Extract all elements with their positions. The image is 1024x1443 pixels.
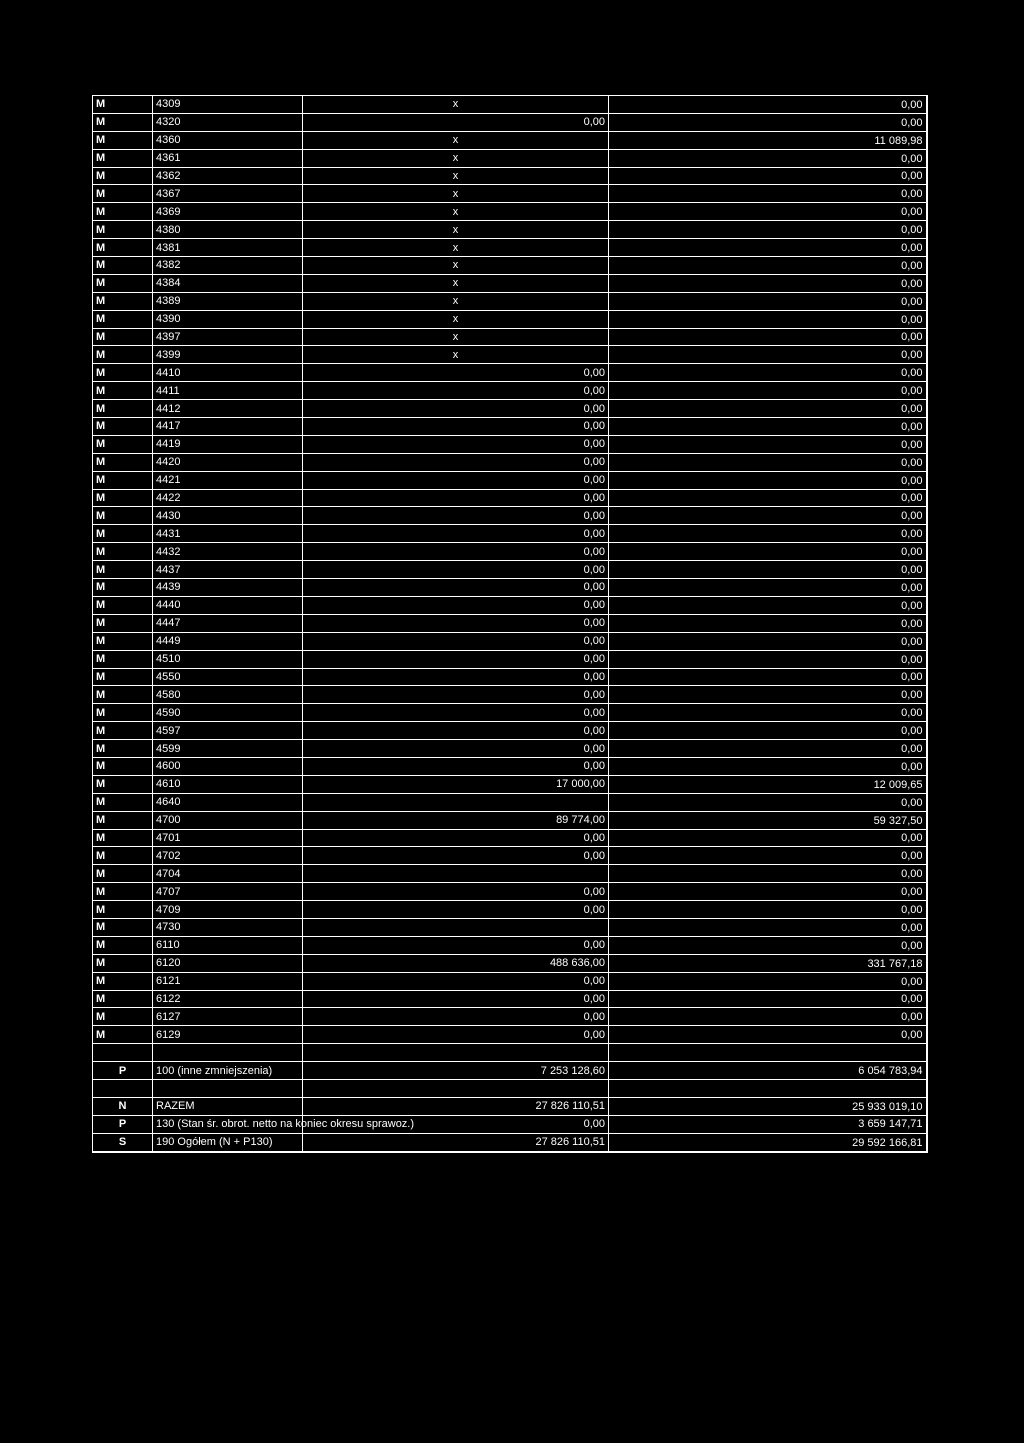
row-code: 4597 <box>153 722 303 740</box>
row-type: M <box>93 364 153 382</box>
row-plan-value: x <box>303 292 609 310</box>
row-code: 4390 <box>153 310 303 328</box>
row-plan-value: 17 000,00 <box>303 775 609 793</box>
row-actual-value: 0,00 <box>609 1026 927 1044</box>
row-code: 4701 <box>153 829 303 847</box>
row-type: M <box>93 453 153 471</box>
row-type: M <box>93 382 153 400</box>
row-actual-value: 0,00 <box>609 543 927 561</box>
row-code: 6120 <box>153 954 303 972</box>
table-row <box>93 793 927 811</box>
row-type: M <box>93 614 153 632</box>
row-actual-value: 0,00 <box>609 596 927 614</box>
row-code: 4389 <box>153 292 303 310</box>
row-actual-value: 0,00 <box>609 274 927 292</box>
row-type: M <box>93 596 153 614</box>
row-plan-value: 0,00 <box>303 418 609 436</box>
table-row <box>93 471 927 489</box>
row-code: 4440 <box>153 596 303 614</box>
row-code: 4640 <box>153 793 303 811</box>
row-actual-value: 0,00 <box>609 793 927 811</box>
row-plan-value: 0,00 <box>303 650 609 668</box>
row-type: M <box>93 722 153 740</box>
table-row <box>93 346 927 364</box>
row-plan-value: 0,00 <box>303 1115 609 1133</box>
row-actual-value: 0,00 <box>609 847 927 865</box>
row-actual-value: 0,00 <box>609 167 927 185</box>
row-type: M <box>93 704 153 722</box>
row-actual-value: 0,00 <box>609 704 927 722</box>
row-actual-value: 0,00 <box>609 400 927 418</box>
summary-row-s190 <box>93 1133 927 1151</box>
table-row <box>93 292 927 310</box>
row-actual-value: 59 327,50 <box>609 811 927 829</box>
row-type: M <box>93 310 153 328</box>
row-code: 4362 <box>153 167 303 185</box>
row-plan-value: x <box>303 221 609 239</box>
row-actual-value: 6 054 783,94 <box>609 1062 927 1080</box>
table-row <box>93 596 927 614</box>
row-type: M <box>93 167 153 185</box>
row-code: 4360 <box>153 131 303 149</box>
row-label: 100 (inne zmniejszenia) <box>153 1062 303 1080</box>
row-type: M <box>93 328 153 346</box>
row-type: M <box>93 954 153 972</box>
row-plan-value: 0,00 <box>303 614 609 632</box>
table-row <box>93 489 927 507</box>
row-actual-value: 0,00 <box>609 221 927 239</box>
row-actual-value: 0,00 <box>609 292 927 310</box>
row-code: 4420 <box>153 453 303 471</box>
table-row <box>93 811 927 829</box>
row-code: 4422 <box>153 489 303 507</box>
row-code: 4417 <box>153 418 303 436</box>
row-actual-value: 0,00 <box>609 149 927 167</box>
table-row <box>93 829 927 847</box>
row-code: 4709 <box>153 901 303 919</box>
row-type: M <box>93 811 153 829</box>
row-actual-value: 25 933 019,10 <box>609 1097 927 1115</box>
row-type: M <box>93 883 153 901</box>
row-code: 4599 <box>153 740 303 758</box>
row-actual-value: 0,00 <box>609 1008 927 1026</box>
table-row <box>93 954 927 972</box>
table-row <box>93 435 927 453</box>
row-plan-value: 0,00 <box>303 686 609 704</box>
row-plan-value: x <box>303 167 609 185</box>
table-row <box>93 918 927 936</box>
table-row <box>93 936 927 954</box>
row-type: M <box>93 918 153 936</box>
row-actual-value: 0,00 <box>609 418 927 436</box>
table-row <box>93 364 927 382</box>
row-plan-value: 7 253 128,60 <box>303 1062 609 1080</box>
table-row <box>93 901 927 919</box>
row-type: M <box>93 418 153 436</box>
row-plan-value: x <box>303 203 609 221</box>
row-type: M <box>93 471 153 489</box>
row-type: M <box>93 686 153 704</box>
table-row <box>93 525 927 543</box>
row-type: M <box>93 113 153 131</box>
row-plan-value: 0,00 <box>303 561 609 579</box>
row-label: 130 (Stan śr. obrot. netto na koniec okresu sprawoz.) <box>153 1115 303 1133</box>
row-plan-value: 0,00 <box>303 901 609 919</box>
row-plan-value: 0,00 <box>303 722 609 740</box>
table-row <box>93 221 927 239</box>
row-plan-value: 89 774,00 <box>303 811 609 829</box>
row-plan-value: 0,00 <box>303 829 609 847</box>
table-row <box>93 990 927 1008</box>
row-type: M <box>93 1008 153 1026</box>
row-plan-value: 0,00 <box>303 596 609 614</box>
row-type: M <box>93 149 153 167</box>
row-plan-value: x <box>303 346 609 364</box>
row-plan-value <box>303 865 609 883</box>
row-type: M <box>93 775 153 793</box>
row-code: 6129 <box>153 1026 303 1044</box>
row-plan-value: 0,00 <box>303 400 609 418</box>
table-row <box>93 650 927 668</box>
row-code: 4410 <box>153 364 303 382</box>
row-actual-value: 0,00 <box>609 650 927 668</box>
row-code: 4610 <box>153 775 303 793</box>
row-code: 4704 <box>153 865 303 883</box>
row-actual-value: 0,00 <box>609 865 927 883</box>
row-actual-value: 0,00 <box>609 990 927 1008</box>
summary-row-p130 <box>93 1115 927 1133</box>
row-actual-value: 0,00 <box>609 185 927 203</box>
table-row <box>93 865 927 883</box>
row-type: M <box>93 561 153 579</box>
row-plan-value: 0,00 <box>303 489 609 507</box>
row-type: M <box>93 489 153 507</box>
table-row <box>93 203 927 221</box>
row-type: M <box>93 221 153 239</box>
row-code: 6110 <box>153 936 303 954</box>
row-code: 4421 <box>153 471 303 489</box>
row-type: M <box>93 936 153 954</box>
row-plan-value: 0,00 <box>303 1008 609 1026</box>
table-row <box>93 167 927 185</box>
row-plan-value: 0,00 <box>303 740 609 758</box>
row-type: M <box>93 203 153 221</box>
row-code: 4380 <box>153 221 303 239</box>
row-actual-value: 0,00 <box>609 668 927 686</box>
row-code: 6121 <box>153 972 303 990</box>
row-actual-value: 0,00 <box>609 579 927 597</box>
table-row <box>93 668 927 686</box>
table-row <box>93 400 927 418</box>
row-type: M <box>93 543 153 561</box>
row-actual-value: 0,00 <box>609 936 927 954</box>
row-type: M <box>93 668 153 686</box>
table-row <box>93 579 927 597</box>
row-actual-value: 29 592 166,81 <box>609 1133 927 1151</box>
table-row <box>93 883 927 901</box>
row-code: 4707 <box>153 883 303 901</box>
row-code: 4510 <box>153 650 303 668</box>
row-type: M <box>93 740 153 758</box>
row-type: M <box>93 990 153 1008</box>
row-actual-value: 0,00 <box>609 257 927 275</box>
row-actual-value: 0,00 <box>609 686 927 704</box>
row-code: 4397 <box>153 328 303 346</box>
row-plan-value: x <box>303 149 609 167</box>
row-code: 4590 <box>153 704 303 722</box>
row-type: M <box>93 972 153 990</box>
row-plan-value: 488 636,00 <box>303 954 609 972</box>
row-plan-value: x <box>303 274 609 292</box>
row-code: 4700 <box>153 811 303 829</box>
row-actual-value: 11 089,98 <box>609 131 927 149</box>
row-plan-value: 0,00 <box>303 453 609 471</box>
row-code: 4309 <box>153 96 303 114</box>
row-actual-value: 0,00 <box>609 918 927 936</box>
row-plan-value: 0,00 <box>303 847 609 865</box>
row-plan-value: 0,00 <box>303 579 609 597</box>
row-type: M <box>93 865 153 883</box>
row-actual-value: 0,00 <box>609 489 927 507</box>
row-actual-value: 12 009,65 <box>609 775 927 793</box>
row-code: 4702 <box>153 847 303 865</box>
row-actual-value: 0,00 <box>609 883 927 901</box>
row-plan-value: 0,00 <box>303 507 609 525</box>
row-plan-value: x <box>303 185 609 203</box>
financial-report-table <box>92 95 928 1153</box>
table-row <box>93 96 927 114</box>
row-type: M <box>93 131 153 149</box>
row-code: 6127 <box>153 1008 303 1026</box>
table-row <box>93 453 927 471</box>
row-code: 4412 <box>153 400 303 418</box>
table-row <box>93 775 927 793</box>
table-row <box>93 131 927 149</box>
table-body <box>93 96 927 1152</box>
row-actual-value: 0,00 <box>609 96 927 114</box>
row-code: 4320 <box>153 113 303 131</box>
row-type: M <box>93 579 153 597</box>
row-code: 4432 <box>153 543 303 561</box>
row-type: M <box>93 847 153 865</box>
row-plan-value <box>303 793 609 811</box>
table-row <box>93 507 927 525</box>
row-type: M <box>93 239 153 257</box>
row-code: 4447 <box>153 614 303 632</box>
row-code: 4369 <box>153 203 303 221</box>
row-label: 190 Ogółem (N + P130) <box>153 1133 303 1151</box>
row-actual-value: 0,00 <box>609 203 927 221</box>
row-plan-value: 0,00 <box>303 883 609 901</box>
row-code: 6122 <box>153 990 303 1008</box>
row-type: N <box>93 1097 153 1115</box>
row-plan-value: 0,00 <box>303 936 609 954</box>
row-actual-value: 0,00 <box>609 382 927 400</box>
table-row <box>93 310 927 328</box>
table-row <box>93 418 927 436</box>
row-code: 4580 <box>153 686 303 704</box>
row-plan-value: 0,00 <box>303 113 609 131</box>
table-row <box>93 757 927 775</box>
row-type: P <box>93 1062 153 1080</box>
table-row <box>93 257 927 275</box>
table-row <box>93 704 927 722</box>
row-plan-value: 0,00 <box>303 471 609 489</box>
table-row <box>93 722 927 740</box>
row-plan-value: 0,00 <box>303 435 609 453</box>
row-actual-value: 0,00 <box>609 561 927 579</box>
row-type: M <box>93 292 153 310</box>
row-code: 4384 <box>153 274 303 292</box>
table-row <box>93 614 927 632</box>
row-plan-value: x <box>303 257 609 275</box>
row-code: 4411 <box>153 382 303 400</box>
row-plan-value: x <box>303 239 609 257</box>
row-type: M <box>93 829 153 847</box>
row-code: 4730 <box>153 918 303 936</box>
row-code: 4550 <box>153 668 303 686</box>
table-row <box>93 632 927 650</box>
table-row <box>93 740 927 758</box>
row-type: P <box>93 1115 153 1133</box>
row-code: 4431 <box>153 525 303 543</box>
row-actual-value: 0,00 <box>609 328 927 346</box>
row-actual-value: 0,00 <box>609 453 927 471</box>
row-actual-value: 0,00 <box>609 364 927 382</box>
row-plan-value: 0,00 <box>303 543 609 561</box>
row-code: 4437 <box>153 561 303 579</box>
row-plan-value: x <box>303 328 609 346</box>
row-code: 4381 <box>153 239 303 257</box>
row-type: M <box>93 96 153 114</box>
row-plan-value: 0,00 <box>303 1026 609 1044</box>
row-type: M <box>93 525 153 543</box>
row-type: M <box>93 346 153 364</box>
row-plan-value: 0,00 <box>303 632 609 650</box>
row-actual-value: 3 659 147,71 <box>609 1115 927 1133</box>
row-code: 4382 <box>153 257 303 275</box>
table-row <box>93 149 927 167</box>
row-plan-value: x <box>303 131 609 149</box>
table-row <box>93 847 927 865</box>
row-actual-value: 0,00 <box>609 507 927 525</box>
row-code: 4419 <box>153 435 303 453</box>
row-plan-value: 0,00 <box>303 364 609 382</box>
row-plan-value: 0,00 <box>303 704 609 722</box>
table-row <box>93 239 927 257</box>
row-type: M <box>93 632 153 650</box>
row-actual-value: 0,00 <box>609 614 927 632</box>
spacer-row <box>93 1044 927 1062</box>
table-row <box>93 686 927 704</box>
row-plan-value: 0,00 <box>303 525 609 543</box>
table-row <box>93 113 927 131</box>
table-row <box>93 561 927 579</box>
row-actual-value: 0,00 <box>609 435 927 453</box>
row-plan-value: 0,00 <box>303 757 609 775</box>
row-actual-value: 0,00 <box>609 757 927 775</box>
row-plan-value: 27 826 110,51 <box>303 1133 609 1151</box>
summary-row-p100 <box>93 1062 927 1080</box>
row-type: M <box>93 1026 153 1044</box>
row-code: 4399 <box>153 346 303 364</box>
row-plan-value: 0,00 <box>303 972 609 990</box>
row-type: M <box>93 507 153 525</box>
row-label: RAZEM <box>153 1097 303 1115</box>
row-actual-value: 0,00 <box>609 972 927 990</box>
row-type: M <box>93 257 153 275</box>
row-code: 4367 <box>153 185 303 203</box>
row-type: M <box>93 185 153 203</box>
row-type: M <box>93 435 153 453</box>
table-row <box>93 972 927 990</box>
row-actual-value: 0,00 <box>609 239 927 257</box>
row-actual-value: 0,00 <box>609 471 927 489</box>
summary-row-razem <box>93 1097 927 1115</box>
row-plan-value: x <box>303 96 609 114</box>
table-row <box>93 274 927 292</box>
row-type: M <box>93 757 153 775</box>
row-actual-value: 0,00 <box>609 113 927 131</box>
spacer-row <box>93 1079 927 1097</box>
row-plan-value: 27 826 110,51 <box>303 1097 609 1115</box>
row-type: M <box>93 650 153 668</box>
row-plan-value: 0,00 <box>303 668 609 686</box>
row-actual-value: 0,00 <box>609 310 927 328</box>
row-code: 4600 <box>153 757 303 775</box>
row-actual-value: 0,00 <box>609 829 927 847</box>
table-row <box>93 1026 927 1044</box>
row-actual-value: 0,00 <box>609 346 927 364</box>
row-actual-value: 0,00 <box>609 740 927 758</box>
row-plan-value <box>303 918 609 936</box>
table-row <box>93 543 927 561</box>
table-row <box>93 1008 927 1026</box>
row-plan-value: x <box>303 310 609 328</box>
row-code: 4430 <box>153 507 303 525</box>
row-type: M <box>93 793 153 811</box>
row-type: M <box>93 901 153 919</box>
row-actual-value: 0,00 <box>609 901 927 919</box>
row-actual-value: 0,00 <box>609 525 927 543</box>
row-code: 4361 <box>153 149 303 167</box>
row-plan-value: 0,00 <box>303 990 609 1008</box>
row-code: 4439 <box>153 579 303 597</box>
row-type: M <box>93 400 153 418</box>
row-type: M <box>93 274 153 292</box>
row-actual-value: 0,00 <box>609 632 927 650</box>
table-row <box>93 382 927 400</box>
row-plan-value: 0,00 <box>303 382 609 400</box>
row-code: 4449 <box>153 632 303 650</box>
row-actual-value: 331 767,18 <box>609 954 927 972</box>
table-row <box>93 328 927 346</box>
row-type: S <box>93 1133 153 1151</box>
row-actual-value: 0,00 <box>609 722 927 740</box>
table-row <box>93 185 927 203</box>
